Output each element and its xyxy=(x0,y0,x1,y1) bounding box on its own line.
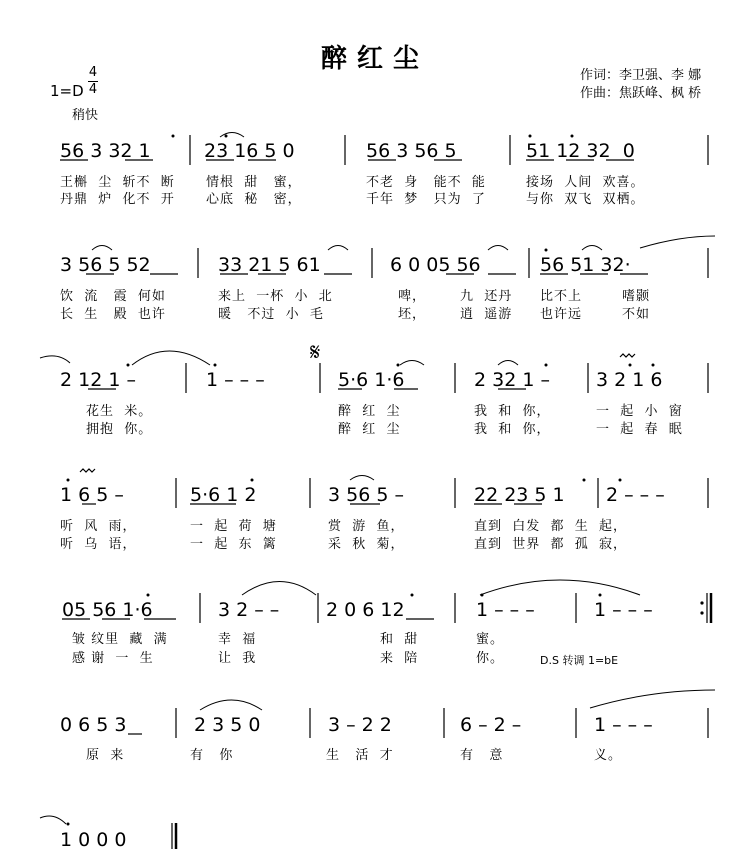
note-group: 1 – – – xyxy=(206,369,265,391)
lyric-text: 我 和 你， xyxy=(474,404,551,419)
lyric-text: 王槲 尘 斩不 断 xyxy=(60,175,175,190)
note-group: 23 16 5 0 xyxy=(204,140,295,162)
lyric-text: 千年 梦 只为 了 xyxy=(366,192,486,207)
lyric-text: 不如 xyxy=(622,307,651,322)
lyrics-row-4 xyxy=(60,518,627,552)
notes-row-2 xyxy=(60,254,631,276)
lyric-text: 我 和 你， xyxy=(474,422,551,437)
lyric-text: 嗜颢 xyxy=(622,289,651,304)
note-group: 2 12 1 – xyxy=(60,369,136,391)
segno-sign: 𝄋 xyxy=(310,338,321,366)
note-group: 3 56 5 – xyxy=(328,484,404,506)
notes-row-5 xyxy=(62,599,653,621)
lyric-text: 原 来 xyxy=(86,748,125,763)
note-group: 1 – – – xyxy=(594,714,653,736)
note-group: 1 0 0 0 xyxy=(60,829,127,849)
note-group: 51 12 32 0 xyxy=(526,140,635,162)
lyric-text: 醉 红 尘 xyxy=(338,404,401,419)
lyric-text: 有 意 xyxy=(460,748,504,763)
note-group: 1 6 5 – xyxy=(60,484,124,506)
tempo-marking: 稍快 xyxy=(72,108,99,123)
notes-row-3 xyxy=(60,369,662,391)
note-group: 3 2 1 6 xyxy=(596,369,663,391)
lyric-text: 不老 身 能不 能 xyxy=(366,175,486,190)
lyric-text: 皱 纹里 藏 满 xyxy=(72,632,168,647)
notes-row-4 xyxy=(60,484,665,506)
lyric-text: 一 起 荷 塘 xyxy=(190,519,277,534)
lyric-text: 接场 人间 欢喜。 xyxy=(526,175,645,190)
notes-row-7 xyxy=(60,829,126,849)
lyric-text: 一 起 东 篱 xyxy=(190,537,277,552)
lyricist-credit: 作词：李卫强、李 娜 xyxy=(580,68,702,83)
lyric-text: 直到 白发 都 生 起， xyxy=(474,519,628,534)
key-signature: 1=D xyxy=(50,82,84,100)
lyric-text: 啤， xyxy=(398,289,427,304)
note-group: 05 56 1·6 xyxy=(62,599,153,621)
lyric-text: 直到 世界 都 孤 寂， xyxy=(474,537,628,552)
ds-instruction: D.S 转调 1=bE xyxy=(540,654,619,667)
note-group: 2 – – – xyxy=(606,484,665,506)
song-title: 醉红尘 xyxy=(320,44,429,74)
lyric-text: 饮 流 霞 何如 xyxy=(60,289,166,304)
lyric-text: 九 还丹 xyxy=(460,289,513,304)
note-group: 5·6 1·6 xyxy=(338,369,405,391)
lyric-text: 让 我 xyxy=(218,651,257,666)
note-group: 3 – 2 2 xyxy=(328,714,392,736)
lyric-text: 花生 米。 xyxy=(86,404,153,419)
lyric-text: 心底 秘 密， xyxy=(206,192,302,207)
lyric-text: 听 乌 语， xyxy=(60,537,137,552)
lyrics-row-2 xyxy=(60,288,650,322)
note-group: 6 0 05 56 xyxy=(390,254,481,276)
note-group: 56 3 56 5 xyxy=(366,140,457,162)
composer-credit: 作曲：焦跃峰、枫 桥 xyxy=(580,86,702,101)
note-group: 5·6 1 2 xyxy=(190,484,257,506)
lyrics-row-5 xyxy=(72,631,504,666)
lyric-text: 一 起 春 眠 xyxy=(596,422,683,437)
lyric-text: 逍 遥游 xyxy=(460,307,513,322)
lyric-text: 义。 xyxy=(594,748,623,763)
note-group: 2 0 6 12 xyxy=(326,599,405,621)
lyric-text: 与你 双飞 双栖。 xyxy=(526,192,645,207)
note-group: 2 3 5 0 xyxy=(194,714,261,736)
lyric-text: 听 风 雨， xyxy=(60,519,137,534)
lyric-text: 你。 xyxy=(476,651,505,666)
note-group: 56 51 32· xyxy=(540,254,631,276)
note-group: 3 2 – – xyxy=(218,599,280,621)
note-group: 2 32 1 – xyxy=(474,369,550,391)
note-group: 0 6 5 3 xyxy=(60,714,127,736)
lyric-text: 暖 不过 小 毛 xyxy=(218,307,324,322)
lyric-text: 赏 游 鱼， xyxy=(328,519,405,534)
lyric-text: 生 活 才 xyxy=(326,748,394,763)
lyric-text: 和 甜 xyxy=(380,632,419,647)
lyric-text: 长 生 殿 也许 xyxy=(60,307,166,322)
lyrics-row-3 xyxy=(86,403,683,437)
lyric-text: 拥抱 你。 xyxy=(86,422,153,437)
lyric-text: 蜜。 xyxy=(476,632,505,647)
note-group: 6 – 2 – xyxy=(460,714,522,736)
note-group: 1 – – – xyxy=(594,599,653,621)
lyric-text: 比不上 xyxy=(540,289,583,304)
lyric-text: 感 谢 一 生 xyxy=(72,651,154,666)
time-top: 4 xyxy=(88,65,98,80)
lyric-text: 一 起 小 窗 xyxy=(596,404,683,419)
lyric-text: 情根 甜 蜜， xyxy=(206,175,302,190)
lyric-text: 也许远 xyxy=(540,307,583,322)
time-bottom: 4 xyxy=(88,82,98,97)
notes-row-1 xyxy=(60,140,635,162)
lyrics-row-6 xyxy=(86,747,622,763)
note-group: 56 3 32 1 xyxy=(60,140,151,162)
lyric-text: 来上 一杯 小 北 xyxy=(218,289,333,304)
note-group: 22 23 5 1 xyxy=(474,484,565,506)
lyric-text: 来 陪 xyxy=(380,651,419,666)
lyric-text: 坯， xyxy=(398,307,427,322)
lyric-text: 幸 福 xyxy=(218,632,257,647)
lyric-text: 醉 红 尘 xyxy=(338,422,401,437)
lyric-text: 丹鼎 炉 化不 开 xyxy=(60,192,175,207)
note-group: 3 56 5 52 xyxy=(60,254,151,276)
lyric-text: 有 你 xyxy=(190,748,234,763)
note-group: 33 21 5 61 xyxy=(218,254,321,276)
notes-row-6 xyxy=(60,714,653,736)
lyrics-row-1 xyxy=(60,174,645,207)
lyric-text: 采 秋 菊， xyxy=(328,537,405,552)
note-group: 1 – – – xyxy=(476,599,535,621)
underlines xyxy=(60,160,651,734)
